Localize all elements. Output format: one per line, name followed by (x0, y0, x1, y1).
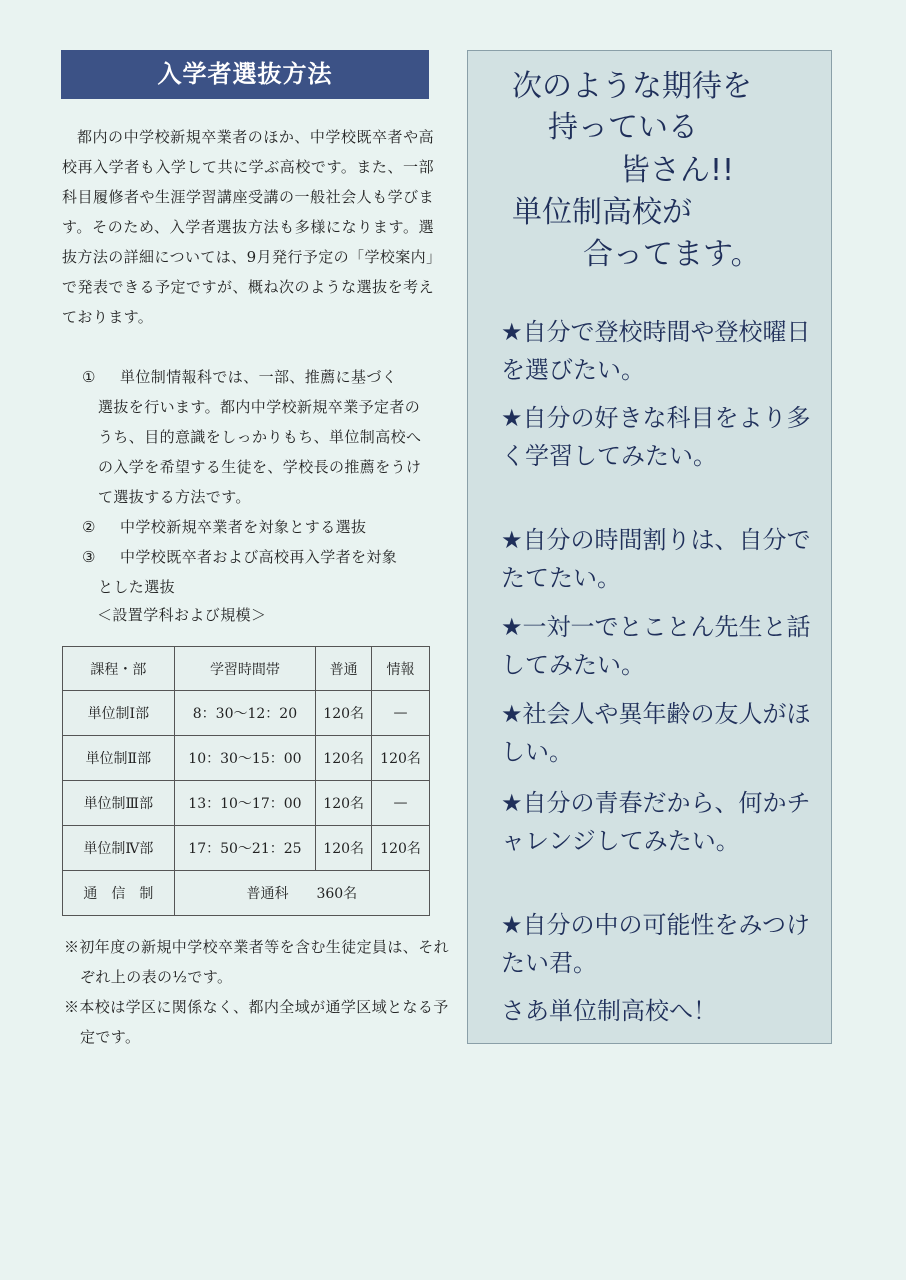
expectation-item: ★自分の時間割りは、自分でたてたい。 (501, 526, 811, 592)
expectation-item: ★自分の中の可能性をみつけたい君。 (501, 911, 811, 977)
table-cell: 120名 (372, 736, 430, 781)
intro-paragraph: 都内の中学校新規卒業者のほか、中学校既卒者や高校再入学者も入学して共に学ぶ高校です。また、一部科目履修者や生涯学習講座受講の一般社会人も学びます。そのため、入学者選抜方法も多様になります。選抜方法の詳細については、9月発行予定の「学校案内」で発表できる予定ですが、概ね次のような選抜を考えております。 (62, 128, 434, 326)
table-cell: 13：10～17：00 (174, 781, 316, 826)
expectation-item: ★自分で登校時間や登校曜日を選びたい。 (501, 318, 811, 384)
option-3-number: ③ (82, 548, 96, 566)
option-2 (82, 512, 366, 542)
table-row (63, 691, 430, 736)
table-cell: 普通科 360名 (174, 871, 429, 916)
expectations-panel (467, 50, 832, 1044)
option-2-first-line: 中学校新規卒業者を対象とする選抜 (120, 518, 367, 536)
option-1 (82, 362, 397, 392)
table-cell: 8：30～12：20 (174, 691, 316, 736)
section-title: 入学者選抜方法 (61, 50, 429, 99)
headline-line-5: 合ってます。 (583, 237, 761, 272)
table-cell: 通 信 制 (63, 871, 175, 916)
table-cell: — (372, 691, 430, 736)
table-header-row (63, 647, 430, 691)
table-header-cell: 情報 (372, 647, 430, 691)
table-cell: 単位制Ⅳ部 (63, 826, 175, 871)
table-header-cell: 課程・部 (63, 647, 175, 691)
table-cell: 単位制Ⅱ部 (63, 736, 175, 781)
option-2-number: ② (82, 518, 96, 536)
option-3 (82, 542, 397, 572)
table-cell: 17：50～21：25 (174, 826, 316, 871)
table-cell: 120名 (316, 826, 372, 871)
headline-line-1: 次のような期待を (512, 69, 752, 104)
option-3-continuation: とした選抜 (98, 578, 176, 596)
expectation-item: ★社会人や異年齢の友人がほしい。 (501, 700, 811, 766)
table-row-correspondence (63, 871, 430, 916)
expectation-item: ★自分の好きな科目をより多く学習してみたい。 (501, 404, 811, 470)
table-cell: 120名 (372, 826, 430, 871)
table-cell: — (372, 781, 430, 826)
note-1: ※初年度の新規中学校卒業者等を含む生徒定員は、それぞれ上の表の½です。 (64, 938, 450, 986)
closing-line: さあ単位制高校へ！ (501, 997, 717, 1025)
course-scale-table (62, 646, 430, 916)
table-row (63, 826, 430, 871)
table-cell: 120名 (316, 736, 372, 781)
table-cell: 単位制Ⅰ部 (63, 691, 175, 736)
table-cell: 10：30～15：00 (174, 736, 316, 781)
table-cell: 120名 (316, 781, 372, 826)
table-row (63, 781, 430, 826)
option-3-first-line: 中学校既卒者および高校再入学者を対象 (120, 548, 398, 566)
table-cell: 単位制Ⅲ部 (63, 781, 175, 826)
expectation-item: ★自分の青春だから、何かチャレンジしてみたい。 (501, 789, 811, 855)
table-header-cell: 普通 (316, 647, 372, 691)
option-1-number: ① (82, 368, 96, 386)
headline-line-2: 持っている (548, 110, 698, 145)
note-2: ※本校は学区に関係なく、都内全域が通学区域となる予定です。 (64, 998, 449, 1046)
headline-line-4: 単位制高校が (512, 195, 692, 230)
table-header-cell: 学習時間帯 (174, 647, 316, 691)
table-caption: ＜設置学科および規模＞ (97, 606, 267, 624)
option-1-continuation: 選抜を行います。都内中学校新規卒業予定者のうち、目的意識をしっかりもち、単位制高校への入学を希望する生徒を、学校長の推薦をうけて選抜する方法です。 (98, 398, 422, 506)
table-row (63, 736, 430, 781)
headline-line-3: 皆さん!! (620, 153, 735, 188)
table-cell: 120名 (316, 691, 372, 736)
option-1-first-line: 単位制情報科では、一部、推薦に基づく (120, 368, 398, 386)
expectation-item: ★一対一でとことん先生と話してみたい。 (501, 613, 811, 679)
